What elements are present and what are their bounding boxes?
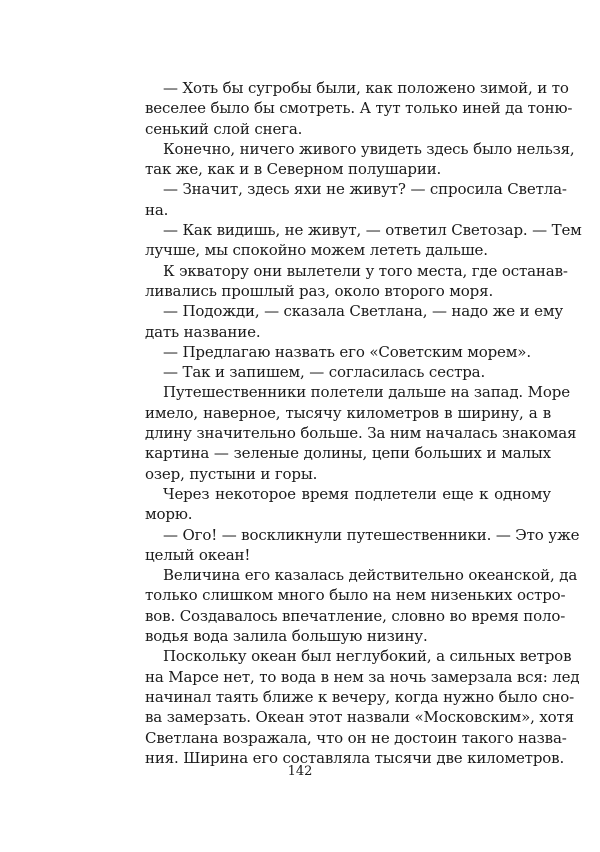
text-line: целый океан! xyxy=(145,545,251,564)
text-line: лучше, мы спокойно можем лететь дальше. xyxy=(145,241,488,260)
text-line: — Хоть бы сугробы были, как положено зимой, и то xyxy=(163,79,569,97)
text-line: только слишком много было на нем низеньких остро- xyxy=(145,586,566,605)
text-line: морю. xyxy=(145,505,193,524)
text-line: так же, как и в Северном полушарии. xyxy=(145,160,442,179)
text-line: К экватору они вылетели у того места, где останав- xyxy=(163,261,568,280)
body-text xyxy=(145,78,582,768)
text-line: на Марсе нет, то вода в нем за ночь замерзала вся: лед xyxy=(145,667,580,686)
text-line: на. xyxy=(145,200,169,219)
text-line: водья вода залила большую низину. xyxy=(145,627,428,646)
text-line: Через некоторое время подлетели еще к одному xyxy=(163,484,551,503)
text-line: дать название. xyxy=(145,322,261,341)
text-line: — Ого! — воскликнули путешественники. — Это уже xyxy=(163,525,580,544)
text-line: начинал таять ближе к вечеру, когда нужно было сно- xyxy=(145,687,575,706)
text-line: ния. Ширина его составляла тысячи две километров. xyxy=(145,748,565,767)
page-number: 142 xyxy=(287,764,313,779)
text-line: озер, пустыни и горы. xyxy=(145,464,318,483)
text-line: — Как видишь, не живут, — ответил Светозар. — Тем xyxy=(163,221,582,240)
text-line: — Так и запишем, — согласилась сестра. xyxy=(163,363,486,382)
text-line: вов. Создавалось впечатление, словно во время поло- xyxy=(145,606,566,625)
text-line: ливались прошлый раз, около второго моря. xyxy=(145,281,494,300)
text-line: имело, наверное, тысячу километров в ширину, а в xyxy=(145,403,551,422)
text-line: — Значит, здесь яхи не живут? — спросила Светла- xyxy=(163,180,567,199)
text-line: — Подожди, — сказала Светлана, — надо же и ему xyxy=(163,302,564,321)
text-line: Поскольку океан был неглубокий, а сильных ветров xyxy=(163,647,572,666)
text-line: картина — зеленые долины, цепи больших и малых xyxy=(145,444,551,463)
text-line: сенький слой снега. xyxy=(145,119,303,138)
text-line: — Предлагаю назвать его «Советским морем». xyxy=(163,342,531,361)
text-line: ва замерзать. Океан этот назвали «Московским», хотя xyxy=(145,708,574,727)
text-line: веселее было бы смотреть. А тут только иней да тоню- xyxy=(145,99,573,118)
text-line: Величина его казалась действительно океанской, да xyxy=(163,566,578,585)
text-line: Путешественники полетели дальше на запад. Море xyxy=(163,383,570,402)
text-line: длину значительно больше. За ним началась знакомая xyxy=(145,424,577,443)
text-line: Светлана возражала, что он не достоин такого назва- xyxy=(145,728,567,747)
text-line: Конечно, ничего живого увидеть здесь было нельзя, xyxy=(163,139,575,158)
